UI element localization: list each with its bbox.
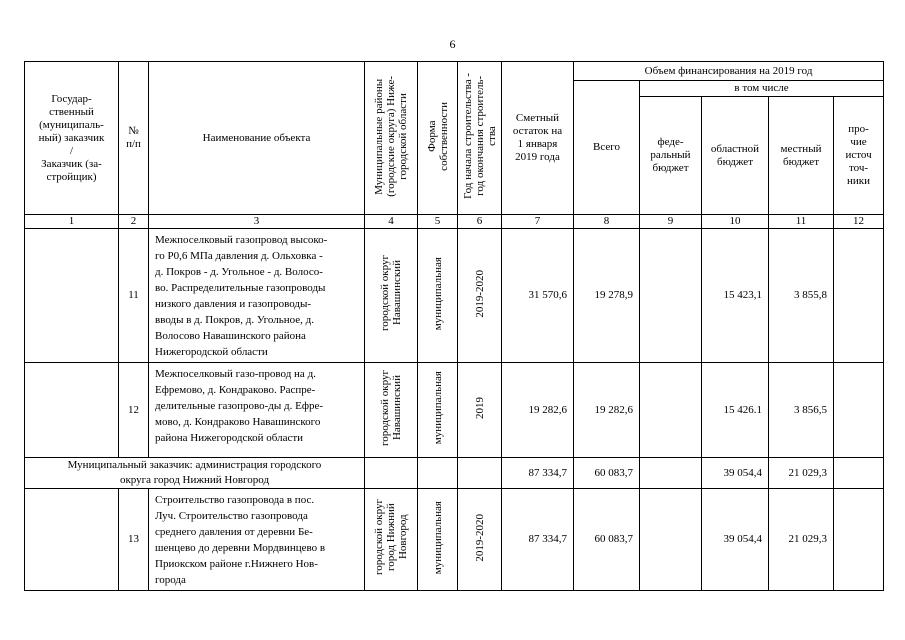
header-ownership: Форма собственности: [418, 62, 458, 215]
col-number: 10: [702, 215, 769, 229]
col-number: 12: [834, 215, 884, 229]
ownership-cell: [418, 458, 458, 489]
section-row: [25, 458, 884, 489]
district-cell: [365, 458, 418, 489]
header-regional: областной бюджет: [702, 97, 769, 215]
total-cell: 19 282,6: [574, 363, 640, 458]
ownership-cell: муниципальная: [418, 363, 458, 458]
years-cell: 2019-2020: [458, 489, 502, 591]
customer-cell: [25, 229, 119, 363]
regional-cell: 39 054,4: [702, 489, 769, 591]
balance-cell: 31 570,6: [502, 229, 574, 363]
object-name: Строительство газопровода в пос. Луч. Строительство газопровода среднего давления от деревни Бе- шенцево до деревни Мордвинцево в Приокском районе г.Нижнего Нов- города: [149, 489, 365, 591]
header-balance: Сметный остаток на 1 января 2019 года: [502, 62, 574, 215]
total-cell: 60 083,7: [574, 489, 640, 591]
col-number: 2: [119, 215, 149, 229]
table-row: [25, 363, 884, 458]
federal-cell: [640, 458, 702, 489]
header-customer: Государ- ственный (муниципаль- ный) заказчик / Заказчик (за- стройщик): [25, 62, 119, 215]
section-local: 21 029,3: [769, 458, 834, 489]
col-number: 5: [418, 215, 458, 229]
district-cell: городской округ Навашинский: [365, 363, 418, 458]
ownership-cell: муниципальная: [418, 489, 458, 591]
years-cell: [458, 458, 502, 489]
customer-cell: [25, 489, 119, 591]
local-cell: 3 856,5: [769, 363, 834, 458]
other-cell: [834, 363, 884, 458]
district-cell: городской округ город Нижний Новгород: [365, 489, 418, 591]
header-total: Всего: [574, 81, 640, 215]
row-number: 13: [119, 489, 149, 591]
col-number: 8: [574, 215, 640, 229]
years-cell: 2019-2020: [458, 229, 502, 363]
header-object-name: Наименование объекта: [149, 62, 365, 215]
col-number: 4: [365, 215, 418, 229]
column-number-row: [25, 215, 884, 229]
col-number: 9: [640, 215, 702, 229]
federal-cell: [640, 229, 702, 363]
section-label: Муниципальный заказчик: администрация городского округа город Нижний Новгород: [25, 458, 365, 489]
header-other: про- чие источ точ- ники: [834, 97, 884, 215]
header-federal: феде- ральный бюджет: [640, 97, 702, 215]
other-cell: [834, 489, 884, 591]
header-years: Год начала строительства - год окончания строитель- ства: [458, 62, 502, 215]
regional-cell: 15 423,1: [702, 229, 769, 363]
years-cell: 2019: [458, 363, 502, 458]
col-number: 6: [458, 215, 502, 229]
object-name: Межпоселковый газопровод высоко- го Р0,6 МПа давления д. Ольховка - д. Покров - д. Угольное - д. Волосо- во. Распределительные газопроводы низкого давления и газопроводы- вводы в д. Покров, д. Угольное, д. Волосово Навашинского района Нижегородской области: [149, 229, 365, 363]
section-balance: 87 334,7: [502, 458, 574, 489]
row-number: 11: [119, 229, 149, 363]
header-district: Муниципальные районы (городские округа) Ниже- городской области: [365, 62, 418, 215]
regional-cell: 15 426.1: [702, 363, 769, 458]
table-row: [25, 229, 884, 363]
balance-cell: 87 334,7: [502, 489, 574, 591]
header-num: № п/п: [119, 62, 149, 215]
object-name: Межпоселковый газо-провод на д. Ефремово, д. Кондраково. Распре- делительные газопрово-ды д. Ефре- мово, д. Кондраково Навашинского района Нижегородской области: [149, 363, 365, 458]
ownership-cell: муниципальная: [418, 229, 458, 363]
other-cell: [834, 458, 884, 489]
header-local: местный бюджет: [769, 97, 834, 215]
col-number: 1: [25, 215, 119, 229]
row-number: 12: [119, 363, 149, 458]
col-number: 11: [769, 215, 834, 229]
col-number: 3: [149, 215, 365, 229]
balance-cell: 19 282,6: [502, 363, 574, 458]
total-cell: 19 278,9: [574, 229, 640, 363]
header-including: в том числе: [640, 81, 884, 97]
table-row: [25, 489, 884, 591]
district-cell: городской округ Навашинский: [365, 229, 418, 363]
local-cell: 21 029,3: [769, 489, 834, 591]
page-number: 6: [449, 37, 456, 51]
federal-cell: [640, 489, 702, 591]
section-regional: 39 054,4: [702, 458, 769, 489]
section-total: 60 083,7: [574, 458, 640, 489]
other-cell: [834, 229, 884, 363]
federal-cell: [640, 363, 702, 458]
financing-table: [24, 61, 884, 591]
col-number: 7: [502, 215, 574, 229]
header-financing: Объем финансирования на 2019 год: [574, 62, 884, 81]
local-cell: 3 855,8: [769, 229, 834, 363]
customer-cell: [25, 363, 119, 458]
